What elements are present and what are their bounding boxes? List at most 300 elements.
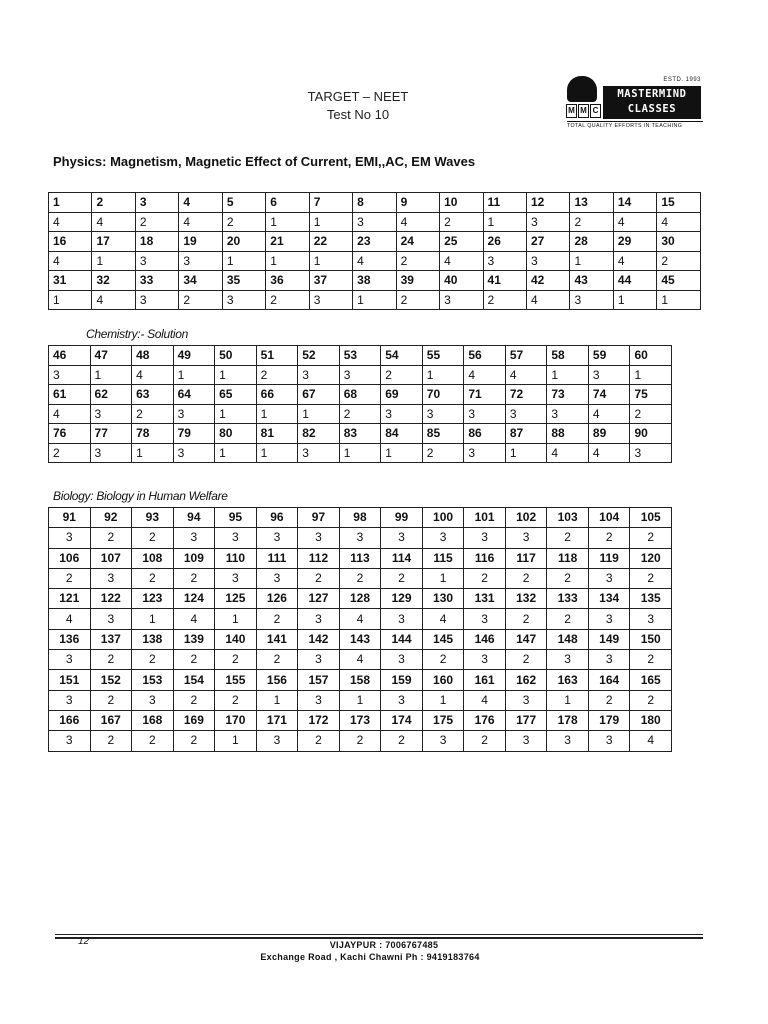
question-number-cell: 32 (92, 271, 135, 291)
question-number-cell: 29 (613, 232, 656, 252)
question-number-cell: 53 (339, 346, 381, 366)
answer-cell: 3 (526, 212, 569, 232)
question-number-cell: 150 (630, 629, 672, 649)
question-number-row (49, 548, 672, 568)
answer-cell: 4 (353, 251, 396, 271)
answer-cell: 3 (526, 251, 569, 271)
question-number-cell: 56 (464, 346, 506, 366)
question-number-cell: 168 (132, 710, 174, 730)
answer-cell: 3 (135, 251, 178, 271)
question-number-cell: 30 (657, 232, 701, 252)
answer-cell: 1 (173, 365, 215, 385)
question-number-cell: 106 (49, 548, 91, 568)
question-number-cell: 136 (49, 629, 91, 649)
question-number-cell: 149 (588, 629, 630, 649)
question-number-row (49, 232, 701, 252)
answer-cell: 2 (132, 731, 174, 751)
answer-cell: 2 (49, 568, 91, 588)
chemistry-answer-table (48, 345, 672, 463)
answer-cell: 3 (49, 528, 91, 548)
question-number-row (49, 193, 701, 213)
answer-cell: 2 (381, 568, 423, 588)
question-number-cell: 126 (256, 589, 298, 609)
answer-cell: 2 (396, 290, 439, 310)
answer-cell: 3 (215, 568, 257, 588)
question-number-cell: 77 (90, 424, 132, 444)
answer-cell: 1 (422, 568, 464, 588)
question-number-cell: 163 (547, 670, 589, 690)
answer-cell: 2 (630, 528, 672, 548)
answer-cell: 4 (422, 609, 464, 629)
question-number-row (49, 385, 672, 405)
question-number-cell: 44 (613, 271, 656, 291)
answer-cell: 4 (613, 251, 656, 271)
answer-cell: 4 (464, 365, 506, 385)
answer-cell: 3 (381, 690, 423, 710)
question-number-cell: 71 (464, 385, 506, 405)
question-number-cell: 27 (526, 232, 569, 252)
answer-cell: 3 (464, 443, 506, 463)
answer-cell: 4 (49, 212, 92, 232)
question-number-cell: 128 (339, 589, 381, 609)
question-number-cell: 57 (505, 346, 547, 366)
question-number-cell: 21 (266, 232, 309, 252)
answer-cell: 2 (570, 212, 613, 232)
question-number-cell: 4 (179, 193, 222, 213)
answer-cell: 3 (49, 731, 91, 751)
question-number-cell: 114 (381, 548, 423, 568)
question-number-cell: 80 (215, 424, 257, 444)
answer-cell: 2 (132, 404, 174, 424)
answer-row (49, 568, 672, 588)
answer-cell: 4 (613, 212, 656, 232)
question-number-row (49, 710, 672, 730)
biology-section-title: Biology: Biology in Human Welfare (53, 489, 228, 503)
question-number-cell: 161 (464, 670, 506, 690)
answer-cell: 3 (179, 251, 222, 271)
answer-cell: 1 (505, 443, 547, 463)
answer-cell: 4 (505, 365, 547, 385)
answer-cell: 3 (464, 650, 506, 670)
answer-row (49, 528, 672, 548)
answer-cell: 3 (132, 690, 174, 710)
answer-cell: 3 (547, 650, 589, 670)
answer-cell: 1 (630, 365, 672, 385)
question-number-cell: 117 (505, 548, 547, 568)
answer-cell: 3 (298, 690, 340, 710)
answer-row (49, 404, 672, 424)
answer-cell: 2 (422, 443, 464, 463)
question-number-cell: 61 (49, 385, 91, 405)
question-number-cell: 60 (630, 346, 672, 366)
answer-cell: 2 (630, 690, 672, 710)
answer-cell: 3 (49, 365, 91, 385)
answer-cell: 2 (222, 212, 265, 232)
question-number-cell: 3 (135, 193, 178, 213)
question-number-cell: 177 (505, 710, 547, 730)
question-number-cell: 95 (215, 508, 257, 528)
answer-cell: 2 (630, 650, 672, 670)
question-number-cell: 100 (422, 508, 464, 528)
answer-cell: 3 (173, 443, 215, 463)
answer-cell: 2 (173, 568, 215, 588)
question-number-cell: 122 (90, 589, 132, 609)
question-number-cell: 26 (483, 232, 526, 252)
footer-rule (55, 937, 703, 939)
answer-cell: 2 (90, 731, 132, 751)
answer-cell: 3 (298, 650, 340, 670)
answer-cell: 3 (381, 528, 423, 548)
answer-cell: 3 (630, 443, 672, 463)
question-number-cell: 20 (222, 232, 265, 252)
question-number-cell: 145 (422, 629, 464, 649)
question-number-cell: 137 (90, 629, 132, 649)
question-number-cell: 173 (339, 710, 381, 730)
answer-cell: 2 (630, 568, 672, 588)
answer-cell: 3 (90, 443, 132, 463)
question-number-cell: 50 (215, 346, 257, 366)
question-number-cell: 101 (464, 508, 506, 528)
question-number-cell: 111 (256, 548, 298, 568)
question-number-cell: 2 (92, 193, 135, 213)
question-number-cell: 22 (309, 232, 352, 252)
question-number-cell: 138 (132, 629, 174, 649)
answer-cell: 1 (256, 690, 298, 710)
question-number-cell: 64 (173, 385, 215, 405)
answer-cell: 1 (547, 365, 589, 385)
question-number-cell: 172 (298, 710, 340, 730)
answer-cell: 2 (173, 650, 215, 670)
question-number-cell: 146 (464, 629, 506, 649)
question-number-cell: 51 (256, 346, 298, 366)
answer-cell: 2 (464, 731, 506, 751)
question-number-cell: 121 (49, 589, 91, 609)
question-number-cell: 170 (215, 710, 257, 730)
question-number-cell: 8 (353, 193, 396, 213)
answer-cell: 4 (49, 404, 91, 424)
answer-cell: 2 (440, 212, 483, 232)
question-number-cell: 148 (547, 629, 589, 649)
question-number-cell: 73 (547, 385, 589, 405)
answer-cell: 2 (132, 568, 174, 588)
question-number-cell: 36 (266, 271, 309, 291)
question-number-cell: 180 (630, 710, 672, 730)
question-number-cell: 133 (547, 589, 589, 609)
question-number-cell: 102 (505, 508, 547, 528)
answer-cell: 4 (339, 650, 381, 670)
question-number-cell: 169 (173, 710, 215, 730)
answer-cell: 3 (353, 212, 396, 232)
question-number-cell: 89 (588, 424, 630, 444)
logo-initials (566, 104, 601, 118)
answer-cell: 4 (132, 365, 174, 385)
question-number-cell: 35 (222, 271, 265, 291)
answer-cell: 4 (657, 212, 701, 232)
answer-cell: 1 (132, 443, 174, 463)
answer-cell: 4 (173, 609, 215, 629)
question-number-cell: 79 (173, 424, 215, 444)
answer-cell: 3 (49, 690, 91, 710)
answer-cell: 3 (256, 568, 298, 588)
answer-cell: 1 (215, 731, 257, 751)
answer-cell: 2 (657, 251, 701, 271)
answer-cell: 3 (440, 290, 483, 310)
answer-cell: 1 (215, 365, 257, 385)
answer-cell: 4 (92, 212, 135, 232)
answer-cell: 1 (215, 404, 257, 424)
answer-cell: 3 (588, 365, 630, 385)
answer-cell: 1 (222, 251, 265, 271)
question-number-cell: 17 (92, 232, 135, 252)
question-number-cell: 175 (422, 710, 464, 730)
answer-cell: 4 (464, 690, 506, 710)
answer-cell: 3 (298, 365, 340, 385)
answer-cell: 1 (49, 290, 92, 310)
question-number-cell: 69 (381, 385, 423, 405)
answer-cell: 2 (547, 609, 589, 629)
answer-cell: 1 (483, 212, 526, 232)
question-number-cell: 92 (90, 508, 132, 528)
answer-cell: 3 (570, 290, 613, 310)
question-number-row (49, 670, 672, 690)
question-number-cell: 143 (339, 629, 381, 649)
question-number-cell: 88 (547, 424, 589, 444)
answer-cell: 2 (132, 650, 174, 670)
answer-cell: 4 (49, 251, 92, 271)
question-number-cell: 54 (381, 346, 423, 366)
question-number-cell: 105 (630, 508, 672, 528)
answer-row (49, 690, 672, 710)
answer-cell: 2 (179, 290, 222, 310)
question-number-cell: 144 (381, 629, 423, 649)
answer-cell: 1 (215, 609, 257, 629)
answer-cell: 4 (179, 212, 222, 232)
answer-cell: 2 (630, 404, 672, 424)
question-number-cell: 135 (630, 589, 672, 609)
logo-initial: M (566, 104, 577, 118)
answer-cell: 2 (505, 609, 547, 629)
answer-cell: 3 (256, 731, 298, 751)
answer-cell: 1 (657, 290, 701, 310)
answer-cell: 3 (90, 568, 132, 588)
question-number-cell: 24 (396, 232, 439, 252)
answer-cell: 2 (173, 731, 215, 751)
answer-cell: 3 (547, 731, 589, 751)
answer-cell: 4 (547, 443, 589, 463)
question-number-cell: 107 (90, 548, 132, 568)
question-number-cell: 72 (505, 385, 547, 405)
question-number-cell: 74 (588, 385, 630, 405)
page-number: 12 (78, 936, 90, 947)
answer-cell: 4 (630, 731, 672, 751)
answer-cell: 1 (266, 212, 309, 232)
answer-cell: 1 (381, 443, 423, 463)
answer-cell: 2 (396, 251, 439, 271)
answer-cell: 2 (90, 650, 132, 670)
question-number-cell: 25 (440, 232, 483, 252)
question-number-cell: 123 (132, 589, 174, 609)
question-number-cell: 59 (588, 346, 630, 366)
answer-cell: 3 (256, 528, 298, 548)
question-number-cell: 31 (49, 271, 92, 291)
question-number-cell: 16 (49, 232, 92, 252)
question-number-cell: 134 (588, 589, 630, 609)
physics-answer-table (48, 192, 701, 310)
answer-cell: 4 (440, 251, 483, 271)
question-number-cell: 94 (173, 508, 215, 528)
answer-cell: 2 (215, 690, 257, 710)
answer-cell: 2 (256, 609, 298, 629)
answer-cell: 2 (588, 528, 630, 548)
question-number-cell: 124 (173, 589, 215, 609)
question-number-cell: 28 (570, 232, 613, 252)
question-number-cell: 42 (526, 271, 569, 291)
question-number-cell: 104 (588, 508, 630, 528)
answer-cell: 3 (381, 650, 423, 670)
logo-brand (603, 86, 701, 119)
question-number-cell: 46 (49, 346, 91, 366)
question-number-cell: 132 (505, 589, 547, 609)
answer-cell: 4 (588, 404, 630, 424)
question-number-row (49, 629, 672, 649)
answer-cell: 4 (526, 290, 569, 310)
answer-cell: 1 (256, 443, 298, 463)
answer-cell: 3 (309, 290, 352, 310)
header-target: TARGET – NEET (307, 89, 409, 104)
answer-cell: 1 (92, 251, 135, 271)
question-number-cell: 78 (132, 424, 174, 444)
question-number-cell: 118 (547, 548, 589, 568)
answer-cell: 3 (215, 528, 257, 548)
question-number-cell: 140 (215, 629, 257, 649)
question-number-cell: 76 (49, 424, 91, 444)
answer-cell: 1 (266, 251, 309, 271)
question-number-cell: 23 (353, 232, 396, 252)
question-number-cell: 14 (613, 193, 656, 213)
question-number-cell: 131 (464, 589, 506, 609)
logo-initial: M (578, 104, 589, 118)
question-number-cell: 19 (179, 232, 222, 252)
answer-cell: 1 (339, 690, 381, 710)
answer-cell: 2 (588, 690, 630, 710)
logo-name-line2: CLASSES (627, 103, 677, 115)
question-number-cell: 112 (298, 548, 340, 568)
answer-cell: 1 (339, 443, 381, 463)
question-number-cell: 47 (90, 346, 132, 366)
answer-cell: 3 (173, 404, 215, 424)
answer-cell: 2 (256, 365, 298, 385)
question-number-cell: 13 (570, 193, 613, 213)
question-number-cell: 7 (309, 193, 352, 213)
question-number-cell: 33 (135, 271, 178, 291)
answer-row (49, 251, 701, 271)
question-number-cell: 12 (526, 193, 569, 213)
answer-cell: 3 (505, 731, 547, 751)
answer-cell: 3 (422, 404, 464, 424)
question-number-row (49, 508, 672, 528)
answer-cell: 1 (547, 690, 589, 710)
answer-row (49, 212, 701, 232)
question-number-cell: 87 (505, 424, 547, 444)
answer-cell: 3 (588, 650, 630, 670)
answer-cell: 3 (588, 731, 630, 751)
answer-cell: 2 (90, 690, 132, 710)
answer-cell: 4 (92, 290, 135, 310)
answer-cell: 1 (309, 251, 352, 271)
answer-cell: 2 (173, 690, 215, 710)
question-number-cell: 90 (630, 424, 672, 444)
answer-cell: 3 (381, 404, 423, 424)
answer-cell: 3 (298, 609, 340, 629)
answer-cell: 3 (298, 528, 340, 548)
answer-cell: 2 (298, 731, 340, 751)
answer-cell: 3 (464, 609, 506, 629)
answer-cell: 2 (339, 404, 381, 424)
question-number-cell: 66 (256, 385, 298, 405)
answer-cell: 2 (339, 568, 381, 588)
answer-row (49, 609, 672, 629)
answer-cell: 2 (547, 568, 589, 588)
question-number-cell: 18 (135, 232, 178, 252)
question-number-cell: 1 (49, 193, 92, 213)
answer-cell: 2 (483, 290, 526, 310)
question-number-cell: 159 (381, 670, 423, 690)
question-number-cell: 119 (588, 548, 630, 568)
question-number-cell: 38 (353, 271, 396, 291)
question-number-cell: 156 (256, 670, 298, 690)
answer-cell: 3 (505, 404, 547, 424)
answer-cell: 3 (339, 365, 381, 385)
answer-row (49, 731, 672, 751)
question-number-cell: 84 (381, 424, 423, 444)
question-number-cell: 141 (256, 629, 298, 649)
question-number-cell: 85 (422, 424, 464, 444)
answer-cell: 2 (266, 290, 309, 310)
question-number-cell: 97 (298, 508, 340, 528)
question-number-cell: 178 (547, 710, 589, 730)
answer-cell: 1 (570, 251, 613, 271)
question-number-cell: 109 (173, 548, 215, 568)
question-number-cell: 15 (657, 193, 701, 213)
question-number-cell: 70 (422, 385, 464, 405)
question-number-cell: 174 (381, 710, 423, 730)
answer-cell: 4 (396, 212, 439, 232)
question-number-cell: 11 (483, 193, 526, 213)
question-number-cell: 62 (90, 385, 132, 405)
answer-cell: 4 (588, 443, 630, 463)
answer-cell: 3 (588, 568, 630, 588)
answer-cell: 2 (381, 365, 423, 385)
question-number-cell: 176 (464, 710, 506, 730)
question-number-cell: 83 (339, 424, 381, 444)
answer-row (49, 650, 672, 670)
question-number-cell: 43 (570, 271, 613, 291)
answer-cell: 3 (90, 609, 132, 629)
question-number-cell: 151 (49, 670, 91, 690)
question-number-cell: 93 (132, 508, 174, 528)
answer-cell: 3 (630, 609, 672, 629)
question-number-cell: 115 (422, 548, 464, 568)
physics-section-title: Physics: Magnetism, Magnetic Effect of Current, EMI,,AC, EM Waves (53, 154, 476, 169)
question-number-cell: 86 (464, 424, 506, 444)
question-number-cell: 10 (440, 193, 483, 213)
answer-cell: 1 (422, 690, 464, 710)
question-number-row (49, 271, 701, 291)
question-number-cell: 65 (215, 385, 257, 405)
question-number-cell: 120 (630, 548, 672, 568)
answer-cell: 1 (256, 404, 298, 424)
answer-cell: 3 (298, 443, 340, 463)
